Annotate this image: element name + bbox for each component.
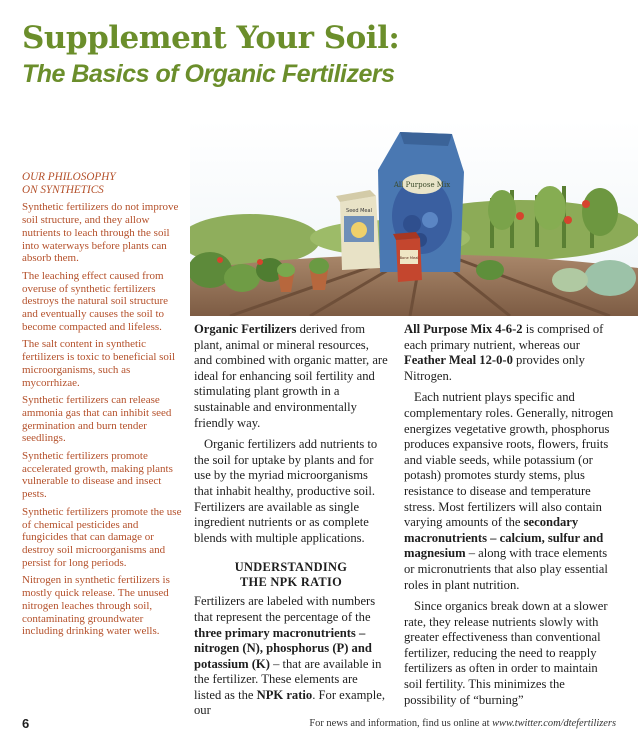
fertilizer-bag	[378, 132, 464, 272]
sidebar-paragraph: Synthetic fertilizers promote accelerated growth, making plants vulnerable to disease and insect pests.	[22, 450, 173, 501]
intro-paragraph: Organic Fertilizers derived from plant, animal or mineral resources, and combined with organic matter, are ideal for enhancing soil fertility and stimulating plant growth in a sustainable and environmentally friendly way.	[194, 322, 388, 430]
seed-meal-box	[336, 190, 380, 270]
bag-label: All Purpose Mix	[393, 181, 451, 189]
svg-text:Bone Meal: Bone Meal	[399, 256, 419, 260]
nutrients-paragraph: Organic fertilizers add nutrients to the soil for uptake by plants and for use by the myriad microorganisms that inhabit healthy, productive soil. Fertilizers are available as single ingredient nutrients or as complete blends with multiple applications.	[194, 437, 378, 545]
page-subtitle: The Basics of Organic Fertilizers	[22, 60, 395, 88]
sidebar-paragraph: The leaching effect caused from overuse of synthetic fertilizers destroys the natural soil structure and eventually causes the soil to become compacted and lifeless.	[22, 269, 169, 333]
philosophy-sidebar	[22, 171, 182, 643]
sidebar-heading: OUR PHILOSOPHY ON SYNTHETICS	[22, 171, 116, 196]
sidebar-paragraph: Synthetic fertilizers do not improve soil structure, and they allow nutrients to leach through the soil into waterways before plants can absorb them.	[22, 201, 179, 265]
sidebar-paragraph: Synthetic fertilizers promote the use of chemical pesticides and fungicides that can damage or destroy soil microorganisms and persist for long periods.	[22, 505, 182, 569]
sidebar-paragraph: Synthetic fertilizers can release ammonia gas that can inhibit seed germination and burn tender seedlings.	[22, 394, 172, 445]
npk-section-heading: UNDERSTANDING THE NPK RATIO	[234, 560, 348, 590]
svg-text:Seed Meal: Seed Meal	[346, 208, 372, 214]
body-column-2	[404, 322, 618, 708]
sidebar-paragraph: The salt content in synthetic fertilizers is toxic to beneficial soil microorganisms, such as mycorrhizae.	[22, 338, 176, 389]
mix-paragraph: All Purpose Mix 4-6-2 is comprised of each primary nutrient, whereas our Feather Meal 12-0-0 provides only Nitrogen.	[404, 322, 604, 383]
release-paragraph: Since organics break down at a slower rate, they release nutrients slowly with greater effectiveness than conventional fertilizer, reducing the need to reapply fertilizers as often in order to maintain soil fertility. This minimizes the possibility of “burning”	[404, 599, 608, 707]
footer-note: For news and information, find us online at www.twitter.com/dtefertilizers	[309, 718, 616, 729]
sidebar-paragraph: Nitrogen in synthetic fertilizers is mostly quick release. The unused nitrogen leaches through soil, contaminating groundwater including drinking water wells.	[22, 574, 170, 638]
twitter-link[interactable]: www.twitter.com/dtefertilizers	[492, 718, 616, 729]
page-title: Supplement Your Soil:	[22, 20, 400, 56]
roles-paragraph: Each nutrient plays specific and complementary roles. Generally, nitrogen energizes vegetative growth, phosphorus produces expansive roots, flowers, fruits and viable seeds, while potassium (or potash) promotes sturdy stems, plus resistance to disease and temperature stress. Most fertilizers will also contain varying amounts of the secondary macronutrients – calcium, sulfur and magnesium – along with trace elements or micronutrients that also play essential roles in plant nutrition.	[404, 390, 614, 592]
page-number: 6	[22, 716, 30, 731]
body-column-1	[194, 322, 388, 719]
npk-paragraph: Fertilizers are labeled with numbers that represent the percentage of the three primary macronutrients – nitrogen (N), phosphorus (P) and potassium (K) – that are available in the fertilizer. These elements are listed as the NPK ratio. For example, our	[194, 594, 385, 718]
garden-illustration	[190, 120, 638, 316]
